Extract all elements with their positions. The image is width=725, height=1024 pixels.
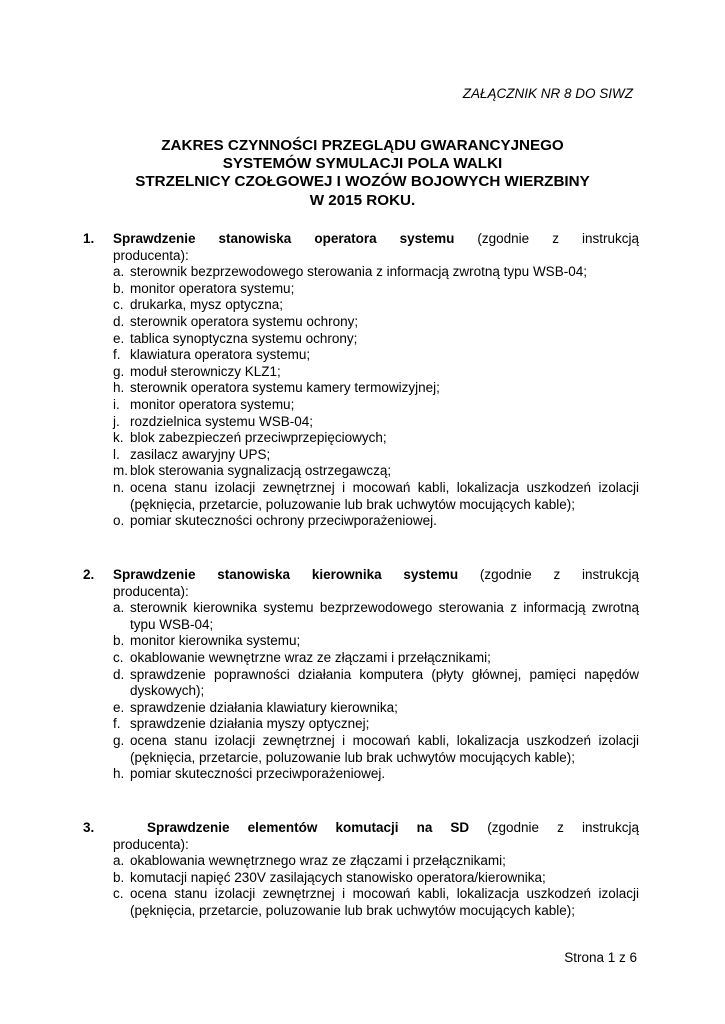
list-item — [113, 281, 639, 298]
item-label: b. — [113, 869, 125, 885]
item-text: ocena stanu izolacji zewnętrznej i mocowań kabli, lokalizacja uszkodzeń izolacji (pęknięcia, przetarcie, poluzowanie lub brak uchwytów mocujących kable); — [130, 886, 639, 918]
section-heading-rest: (zgodnie z instrukcją — [458, 567, 639, 582]
title-line: W 2015 ROKU. — [309, 191, 416, 209]
item-text: monitor operatora systemu; — [130, 280, 295, 296]
item-text: okablowania wewnętrznego wraz ze złączami i przełącznikami; — [130, 853, 506, 869]
title-line: STRZELNICY CZOŁGOWEJ I WOZÓW BOJOWYCH WIERZBINY — [135, 173, 590, 191]
list-item — [113, 600, 639, 633]
list-item — [113, 397, 639, 414]
list-item — [113, 447, 639, 464]
section-heading-cont: producenta): — [113, 583, 189, 599]
item-text: blok sterowania sygnalizacją ostrzegawczą; — [130, 463, 392, 479]
item-label: a. — [113, 264, 125, 280]
item-list — [83, 853, 639, 919]
item-label: c. — [113, 297, 124, 313]
section-3 — [83, 820, 639, 920]
list-item — [113, 380, 639, 397]
item-text: monitor operatora systemu; — [130, 396, 295, 412]
item-text: ocena stanu izolacji zewnętrznej i mocowań kabli, lokalizacja uszkodzeń izolacji (pęknięcia, przetarcie, poluzowanie lub brak uchwytów mocujących kable); — [130, 479, 639, 512]
list-item — [113, 853, 639, 870]
section-number: 2. — [83, 567, 95, 582]
list-item — [113, 650, 639, 667]
item-label: n. — [113, 479, 125, 495]
section-heading — [83, 567, 639, 584]
section-heading-cont: producenta): — [113, 247, 189, 263]
item-label: d. — [113, 666, 125, 682]
list-item — [113, 667, 639, 700]
section-heading-bold: Sprawdzenie stanowiska operatora systemu — [113, 231, 455, 246]
list-item — [113, 886, 639, 919]
section-heading-bold: Sprawdzenie stanowiska kierownika systemu — [113, 567, 459, 582]
item-text: sprawdzenie poprawności działania komputera (płyty głównej, pamięci napędów dyskowych); — [130, 666, 639, 699]
list-item — [113, 347, 639, 364]
section-heading-rest: (zgodnie z instrukcją — [469, 820, 639, 835]
list-item — [113, 480, 639, 513]
item-text: rozdzielnica systemu WSB-04; — [130, 413, 314, 429]
section-heading-text — [113, 231, 639, 248]
list-item — [113, 463, 639, 480]
item-label: f. — [113, 716, 121, 732]
item-text: pomiar skuteczności ochrony przeciwporażeniowej. — [130, 513, 437, 529]
item-text: tablica synoptyczna systemu ochrony; — [130, 330, 358, 346]
item-text: sterownik operatora systemu ochrony; — [130, 313, 359, 329]
section-heading-text — [113, 820, 639, 837]
item-label: e. — [113, 699, 125, 715]
list-item — [113, 297, 639, 314]
item-label: h. — [113, 766, 125, 782]
item-label: a. — [113, 600, 125, 616]
section-heading-cont: producenta): — [113, 836, 189, 852]
item-label: k. — [113, 430, 124, 446]
item-text: sprawdzenie działania klawiatury kierownika; — [130, 699, 398, 715]
list-item — [113, 633, 639, 650]
list-item — [113, 733, 639, 766]
item-label: c. — [113, 886, 124, 902]
list-item — [113, 430, 639, 447]
item-label: f. — [113, 347, 121, 363]
item-text: blok zabezpieczeń przeciwprzepięciowych; — [130, 430, 387, 446]
section-heading-text — [113, 567, 639, 584]
item-text: drukarka, mysz optyczna; — [130, 297, 284, 313]
list-item — [113, 264, 639, 281]
item-label: a. — [113, 853, 125, 869]
item-text: ocena stanu izolacji zewnętrznej i mocowań kabli, lokalizacja uszkodzeń izolacji (pęknięcia, przetarcie, poluzowanie lub brak uchwytów mocujących kable); — [130, 732, 639, 765]
item-text: sterownik operatora systemu kamery termowizyjnej; — [130, 380, 440, 396]
list-item — [113, 766, 639, 783]
list-item — [113, 364, 639, 381]
item-text: sterownik kierownika systemu bezprzewodowego sterowania z informacją zwrotną typu WSB-04; — [130, 600, 639, 632]
section-number: 3. — [83, 820, 95, 835]
item-text: klawiatura operatora systemu; — [130, 347, 311, 363]
item-label: m. — [113, 463, 128, 479]
item-text: komutacji napięć 230V zasilających stanowisko operatora/kierownika; — [130, 869, 546, 885]
section-heading — [83, 231, 639, 248]
section-heading-rest: (zgodnie z instrukcją — [454, 231, 639, 246]
list-item — [113, 700, 639, 717]
list-item — [113, 314, 639, 331]
list-item — [113, 716, 639, 733]
item-label: j. — [113, 413, 120, 429]
section-1 — [83, 231, 639, 530]
section-2 — [83, 567, 639, 783]
list-item — [113, 513, 639, 530]
item-text: moduł sterowniczy KLZ1; — [130, 363, 281, 379]
item-label: d. — [113, 313, 125, 329]
item-text: okablowanie wewnętrzne wraz ze złączami i przełącznikami; — [130, 649, 491, 665]
item-text: sprawdzenie działania myszy optycznej; — [130, 716, 370, 732]
item-label: g. — [113, 363, 125, 379]
item-list — [83, 264, 639, 530]
attachment-label: ZAŁĄCZNIK NR 8 DO SIWZ — [462, 86, 633, 101]
item-label: i. — [113, 396, 120, 412]
item-text: pomiar skuteczności przeciwporażeniowej. — [130, 766, 386, 782]
item-list — [83, 600, 639, 783]
section-heading-bold: Sprawdzenie elementów komutacji na SD — [147, 820, 470, 835]
item-label: o. — [113, 513, 125, 529]
document-title — [0, 137, 725, 210]
item-text: monitor kierownika systemu; — [130, 633, 301, 649]
section-heading — [83, 820, 639, 837]
item-label: c. — [113, 649, 124, 665]
item-label: h. — [113, 380, 125, 396]
item-label: b. — [113, 280, 125, 296]
item-label: g. — [113, 732, 125, 748]
title-line: ZAKRES CZYNNOŚCI PRZEGLĄDU GWARANCYJNEGO — [161, 137, 564, 154]
list-item — [113, 331, 639, 348]
list-item — [113, 414, 639, 431]
page-number: Strona 1 z 6 — [564, 950, 637, 965]
item-text: sterownik bezprzewodowego sterowania z informacją zwrotną typu WSB-04; — [130, 264, 587, 280]
item-label: l. — [113, 446, 120, 462]
section-number: 1. — [83, 231, 95, 246]
item-text: zasilacz awaryjny UPS; — [130, 446, 271, 462]
item-label: b. — [113, 633, 125, 649]
title-line: SYSTEMÓW SYMULACJI POLA WALKI — [222, 155, 503, 173]
list-item — [113, 870, 639, 887]
item-label: e. — [113, 330, 125, 346]
